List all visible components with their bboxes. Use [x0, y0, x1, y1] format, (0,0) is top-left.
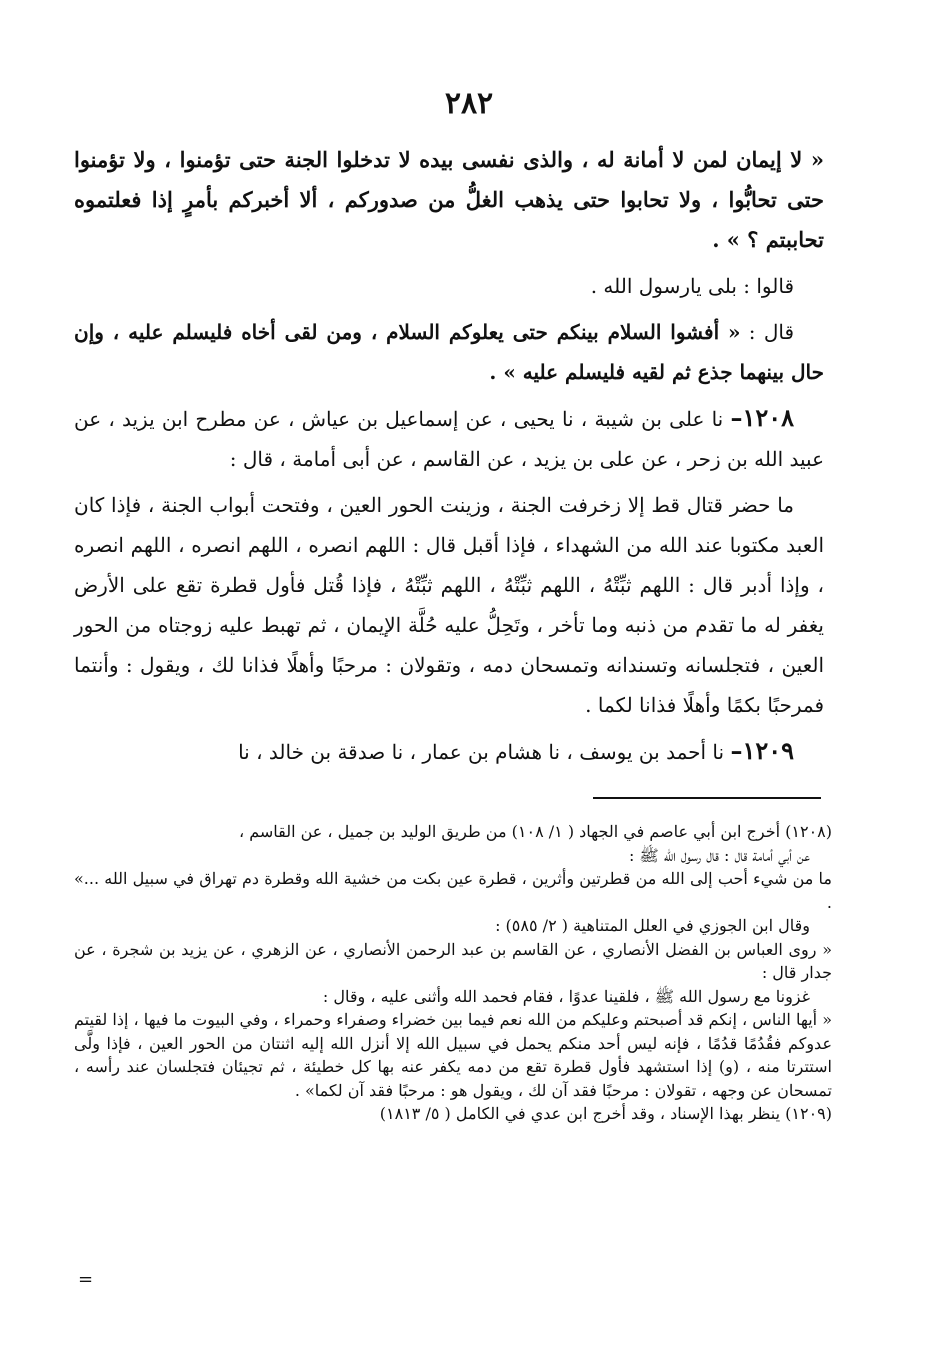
footnote-1208-line: (١٢٠٨) أخرج ابن أبي عاصم في الجهاد ( ١/ ١٠٨) من طريق الوليد بن جميل ، عن القاسم ، [238, 822, 832, 841]
footnote-1208-khutba: « أيها الناس ، إنكم قد أصبحتم وعليكم من الله نعم فيما بين خضراء وصفراء وحمراء ، وفي البيوت ما فيها ، إذا لقيتم عدوكم فقُدُمًا قدُمًا ، فإنه ليس أحد منكم يحمل في سبيل الله إلا أنزل الله إليه اثنتان من الحور العين ، فإذا ولَّى استترتا منه ، (و) إذا استشهد فأول قطرة تقع من دمه يكفر عنه بها كل خطيئة ، ثم تجيئان فتجلسان عند رأسه ، تمسحان عن وجهه ، تقولان : مرحبًا فقد آن لك ، ويقول هو : مرحبًا فقد آن لكما» . [74, 1010, 833, 1100]
hadith-1208-chain: نا على بن شيبة ، نا يحيى ، عن إسماعيل بن عياش ، عن مطرح ابن يزيد ، عن عبيد الله بن زحر ، عن على بن يزيد ، عن القاسم ، عن أبى أمامة ، قال : [74, 407, 824, 471]
prophet-reply-lead: قال : [740, 320, 794, 344]
hadith-1208-number: ١٢٠٨– [730, 403, 794, 432]
continuation-mark: = [78, 1269, 94, 1290]
page-number: ٢٨٢ [444, 86, 494, 121]
footnote-divider [593, 797, 821, 799]
hadith-continuation: « لا إيمان لمن لا أمانة له ، والذى نفسى بيده لا تدخلوا الجنة حتى تؤمنوا ، ولا تؤمنوا حتى تحابُّوا ، ولا تحابوا حتى يذهب الغلُّ من صدوركم ، ألا أخبركم بأمرٍ إذا فعلتموه تحاببتم ؟ » . [74, 147, 824, 252]
hadith-1208-matn: ما حضر قتال قط إلا زخرفت الجنة ، وزينت الحور العين ، وفتحت أبواب الجنة ، فإذا كان العبد مكتوبا عند الله من الشهداء ، فإذا أقبل قال : اللهم انصره ، اللهم انصره ، اللهم انصره ، وإذا أدبر قال : اللهم ثبِّتْهُ ، اللهم ثبِّتْهُ ، اللهم ثبِّتْهُ ، فإذا قُتل فأول قطرة تقع على الأرض يغفر له ما تقدم من ذنبه وما تأخر ، وتَحِلُّ عليه حُلَّة الإيمان ، ثم تهبط عليه زوجتاه من الحور العين ، فتجلسانه وتسندانه وتمسحان دمه ، وتقولان : مرحبًا وأهلًا فذانا لك ، ويقول : وأنتما فمرحبًا بكمًا وأهلًا فذانا لكما . [74, 493, 824, 717]
main-text [74, 140, 824, 778]
footnote-1208-source: عن أبي أمامة قال : قال رسول الله ﷺ : [628, 845, 810, 865]
hadith-1209-isnad [74, 731, 824, 772]
footnote-1208-ghazwa: غزونا مع رسول الله ﷺ ، فلقينا عدوًا ، فقام فحمد الله وأثنى عليه ، وقال : [322, 986, 810, 1006]
hadith-1209-chain: نا أحمد بن يوسف ، نا هشام بن عمار ، نا صدقة بن خالد ، نا [238, 740, 731, 764]
prophet-reply-text: « أفشوا السلام بينكم حتى يعلوكم السلام ، ومن لقى أخاه فليسلم عليه ، وإن حال بينهما جذع ثم لقيه فليسلم عليه » . [74, 320, 824, 384]
prophet-reply [74, 312, 824, 392]
footnotes [74, 820, 832, 1126]
hadith-1208-isnad [74, 398, 824, 479]
footnote-1209-line: (١٢٠٩) ينظر بهذا الإسناد ، وقد أخرج ابن عدي في الكامل ( ٥/ ١٨١٣) [379, 1104, 832, 1123]
hadith-1209-number: ١٢٠٩– [730, 736, 794, 765]
footnote-1208-narration: « روى العباس بن الفضل الأنصاري ، عن القاسم بن عبد الرحمن الأنصاري ، عن الزهري ، عن يزيد بن شجرة ، عن جدار قال : [74, 939, 832, 982]
footnote-1208-ibn-jawzi: وقال ابن الجوزي في العلل المتناهية ( ٢/ ٥٨٥) : [495, 916, 810, 935]
footnote-1208-quote: ما من شيء أحب إلى الله من قطرتين وأثرين ، قطرة عين بكت من خشية الله وقطرة دم تهراق في سبيل الله ...» . [74, 869, 833, 912]
companions-reply: قالوا : بلى يارسول الله . [590, 274, 794, 298]
